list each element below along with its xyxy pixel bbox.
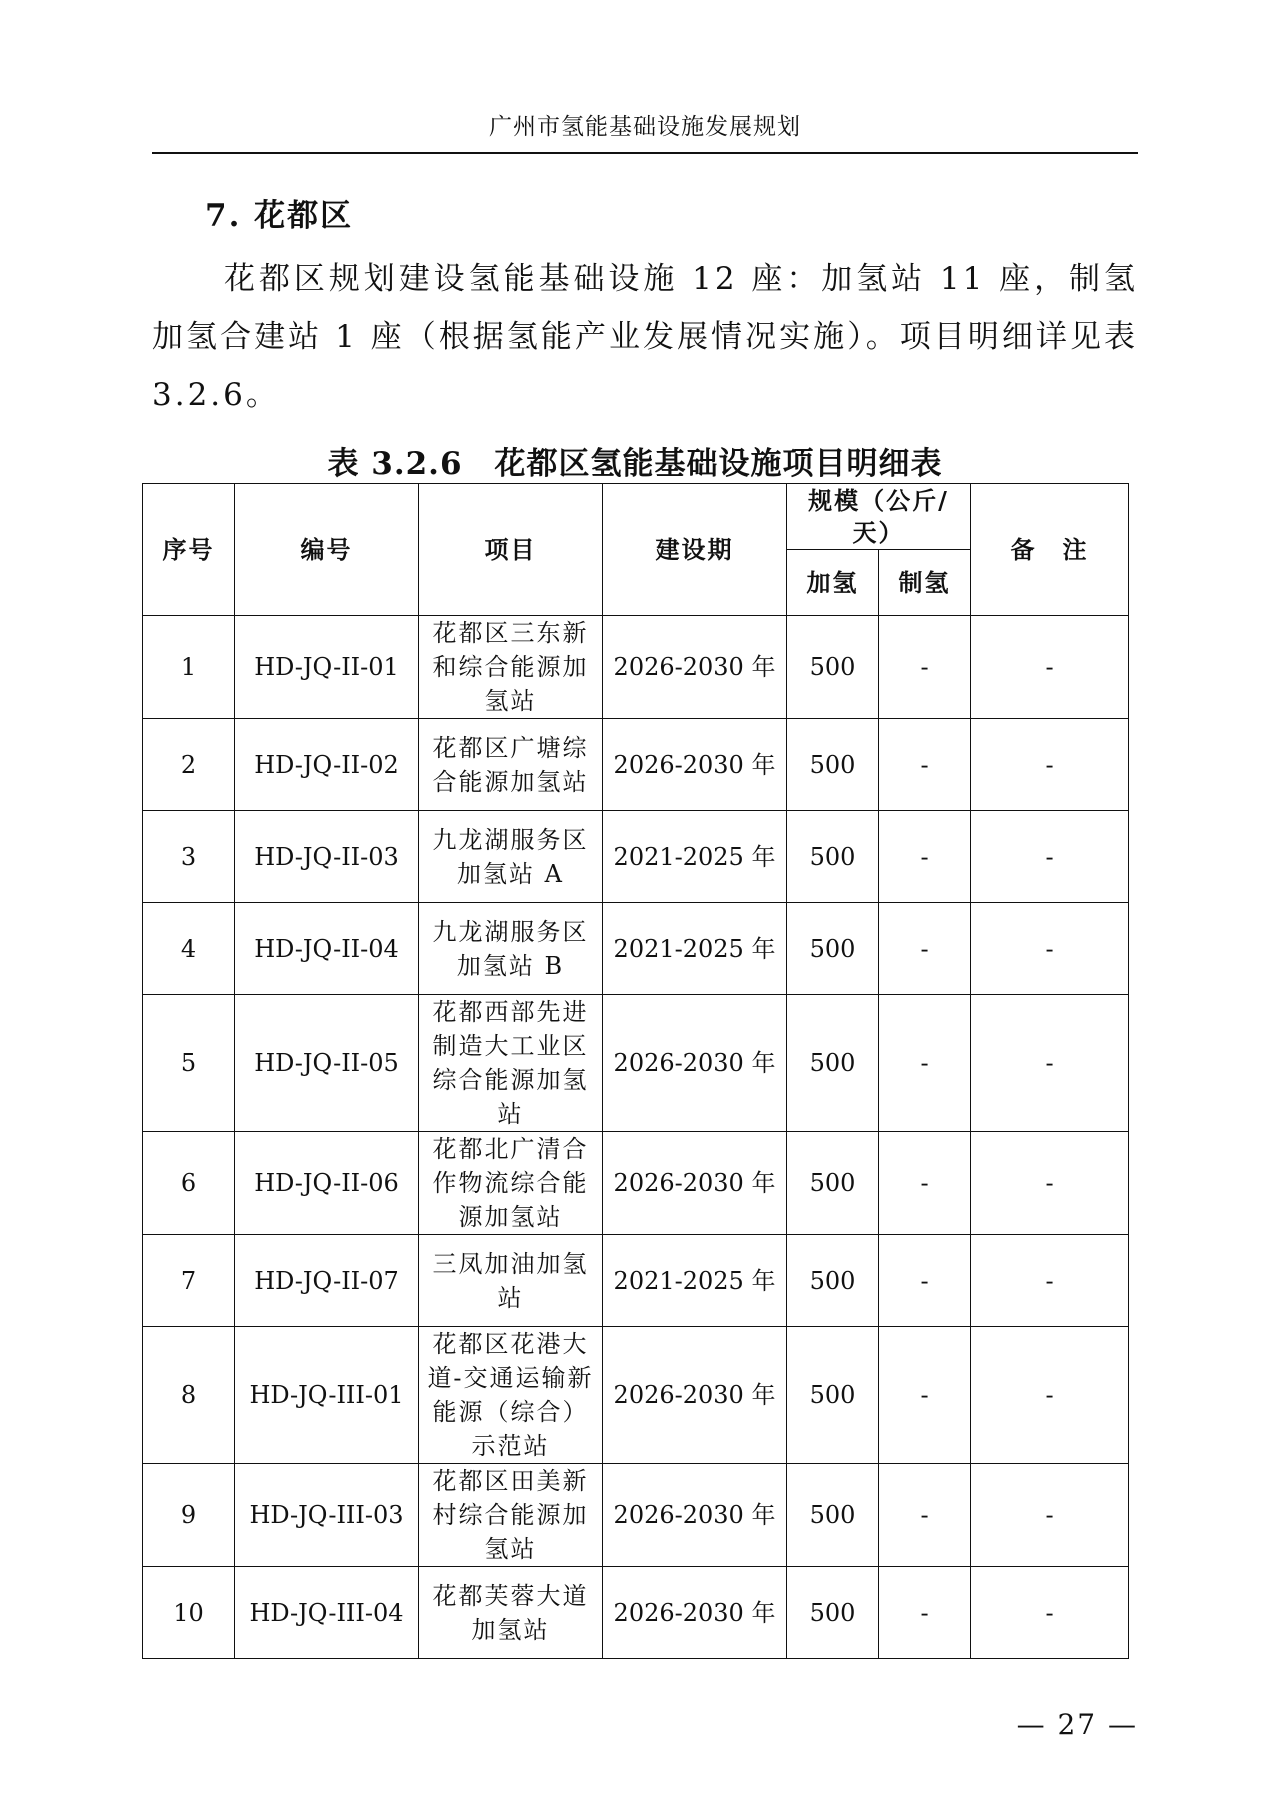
cell-remark: - bbox=[971, 616, 1129, 719]
cell-scale-production: - bbox=[879, 811, 971, 903]
cell-period: 2026-2030 年 bbox=[603, 1327, 787, 1464]
cell-scale-hydrogenation: 500 bbox=[787, 1464, 879, 1567]
header-scale: 规模（公斤/天） bbox=[787, 484, 971, 550]
cell-remark: - bbox=[971, 811, 1129, 903]
cell-remark: - bbox=[971, 1567, 1129, 1659]
table-row bbox=[143, 1132, 1129, 1235]
cell-code: HD-JQ-II-04 bbox=[235, 903, 419, 995]
header-remark: 备 注 bbox=[971, 484, 1129, 616]
cell-scale-production: - bbox=[879, 903, 971, 995]
cell-seq: 7 bbox=[143, 1235, 235, 1327]
header-scale-production: 制氢 bbox=[879, 550, 971, 616]
section-heading: 7. 花都区 bbox=[205, 198, 354, 234]
cell-project: 三凤加油加氢站 bbox=[419, 1235, 603, 1327]
cell-code: HD-JQ-II-03 bbox=[235, 811, 419, 903]
cell-scale-hydrogenation: 500 bbox=[787, 719, 879, 811]
cell-remark: - bbox=[971, 903, 1129, 995]
table-row bbox=[143, 903, 1129, 995]
table-row bbox=[143, 1327, 1129, 1464]
cell-period: 2021-2025 年 bbox=[603, 811, 787, 903]
table-row bbox=[143, 719, 1129, 811]
cell-period: 2026-2030 年 bbox=[603, 616, 787, 719]
table-body bbox=[143, 616, 1129, 1659]
table-row bbox=[143, 616, 1129, 719]
cell-code: HD-JQ-III-04 bbox=[235, 1567, 419, 1659]
cell-period: 2026-2030 年 bbox=[603, 719, 787, 811]
cell-remark: - bbox=[971, 1132, 1129, 1235]
cell-project: 花都西部先进制造大工业区综合能源加氢站 bbox=[419, 995, 603, 1132]
table-row bbox=[143, 1567, 1129, 1659]
cell-seq: 6 bbox=[143, 1132, 235, 1235]
cell-scale-production: - bbox=[879, 1464, 971, 1567]
cell-project: 花都区三东新和综合能源加氢站 bbox=[419, 616, 603, 719]
cell-project: 花都区广塘综合能源加氢站 bbox=[419, 719, 603, 811]
cell-code: HD-JQ-III-01 bbox=[235, 1327, 419, 1464]
header-rule bbox=[152, 152, 1138, 154]
cell-scale-hydrogenation: 500 bbox=[787, 616, 879, 719]
cell-scale-production: - bbox=[879, 1327, 971, 1464]
cell-scale-production: - bbox=[879, 1132, 971, 1235]
cell-period: 2021-2025 年 bbox=[603, 903, 787, 995]
cell-scale-hydrogenation: 500 bbox=[787, 1327, 879, 1464]
cell-scale-production: - bbox=[879, 1567, 971, 1659]
cell-project: 花都芙蓉大道加氢站 bbox=[419, 1567, 603, 1659]
header-seq: 序号 bbox=[143, 484, 235, 616]
cell-scale-hydrogenation: 500 bbox=[787, 1567, 879, 1659]
cell-scale-hydrogenation: 500 bbox=[787, 1132, 879, 1235]
page-header-title: 广州市氢能基础设施发展规划 bbox=[489, 114, 801, 140]
cell-project: 花都区田美新村综合能源加氢站 bbox=[419, 1464, 603, 1567]
cell-project: 花都区花港大道-交通运输新能源（综合）示范站 bbox=[419, 1327, 603, 1464]
table-caption: 表 3.2.6 花都区氢能基础设施项目明细表 bbox=[327, 446, 943, 482]
cell-project: 九龙湖服务区加氢站 A bbox=[419, 811, 603, 903]
cell-scale-production: - bbox=[879, 616, 971, 719]
cell-project: 九龙湖服务区加氢站 B bbox=[419, 903, 603, 995]
cell-scale-hydrogenation: 500 bbox=[787, 1235, 879, 1327]
cell-seq: 2 bbox=[143, 719, 235, 811]
cell-code: HD-JQ-II-01 bbox=[235, 616, 419, 719]
cell-remark: - bbox=[971, 719, 1129, 811]
cell-code: HD-JQ-II-07 bbox=[235, 1235, 419, 1327]
table-row bbox=[143, 1235, 1129, 1327]
cell-period: 2021-2025 年 bbox=[603, 1235, 787, 1327]
table-row bbox=[143, 1464, 1129, 1567]
section-paragraph: 花都区规划建设氢能基础设施 12 座：加氢站 11 座，制氢加氢合建站 1 座（根据氢能产业发展情况实施）。项目明细详见表 3.2.6。 bbox=[152, 261, 1138, 413]
cell-remark: - bbox=[971, 1235, 1129, 1327]
project-detail-table bbox=[142, 483, 1129, 1659]
cell-remark: - bbox=[971, 1327, 1129, 1464]
cell-scale-production: - bbox=[879, 719, 971, 811]
cell-scale-production: - bbox=[879, 995, 971, 1132]
cell-seq: 8 bbox=[143, 1327, 235, 1464]
cell-code: HD-JQ-III-03 bbox=[235, 1464, 419, 1567]
cell-scale-hydrogenation: 500 bbox=[787, 995, 879, 1132]
header-project: 项目 bbox=[419, 484, 603, 616]
table-row bbox=[143, 995, 1129, 1132]
cell-remark: - bbox=[971, 1464, 1129, 1567]
cell-scale-production: - bbox=[879, 1235, 971, 1327]
cell-period: 2026-2030 年 bbox=[603, 995, 787, 1132]
cell-seq: 10 bbox=[143, 1567, 235, 1659]
cell-code: HD-JQ-II-05 bbox=[235, 995, 419, 1132]
cell-scale-hydrogenation: 500 bbox=[787, 811, 879, 903]
cell-period: 2026-2030 年 bbox=[603, 1132, 787, 1235]
cell-seq: 4 bbox=[143, 903, 235, 995]
header-code: 编号 bbox=[235, 484, 419, 616]
cell-period: 2026-2030 年 bbox=[603, 1464, 787, 1567]
header-period: 建设期 bbox=[603, 484, 787, 616]
header-scale-hydrogenation: 加氢 bbox=[787, 550, 879, 616]
cell-seq: 1 bbox=[143, 616, 235, 719]
cell-seq: 3 bbox=[143, 811, 235, 903]
page-number: — 27 — bbox=[1016, 1708, 1138, 1741]
cell-seq: 5 bbox=[143, 995, 235, 1132]
cell-remark: - bbox=[971, 995, 1129, 1132]
cell-scale-hydrogenation: 500 bbox=[787, 903, 879, 995]
cell-code: HD-JQ-II-02 bbox=[235, 719, 419, 811]
cell-period: 2026-2030 年 bbox=[603, 1567, 787, 1659]
cell-seq: 9 bbox=[143, 1464, 235, 1567]
cell-code: HD-JQ-II-06 bbox=[235, 1132, 419, 1235]
cell-project: 花都北广清合作物流综合能源加氢站 bbox=[419, 1132, 603, 1235]
table-row bbox=[143, 811, 1129, 903]
